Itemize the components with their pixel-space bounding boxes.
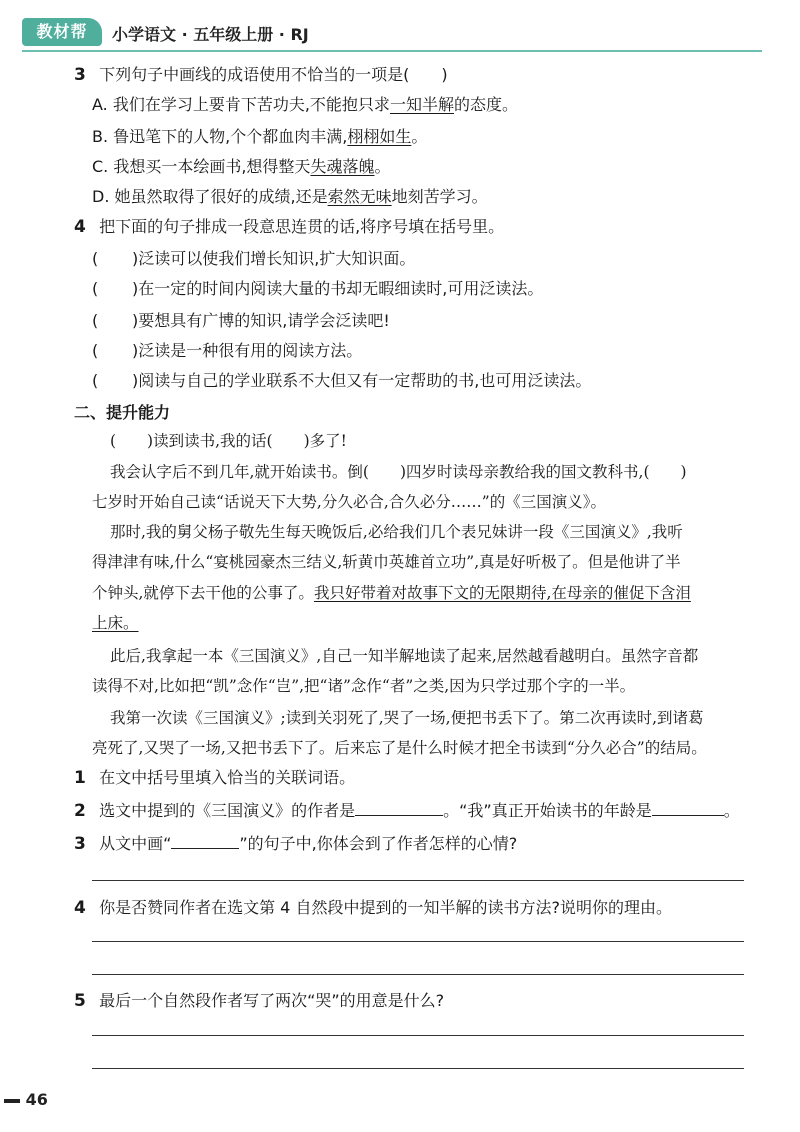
- question-number: 2: [74, 801, 86, 821]
- question-3: [74, 832, 517, 855]
- question-4: [74, 897, 672, 919]
- question-text: ”的句子中,你体会到了作者怎样的心情?: [239, 834, 518, 853]
- ordering-item[interactable]: [92, 370, 591, 392]
- question-4-ordering: [74, 216, 504, 238]
- answer-line[interactable]: [92, 1035, 744, 1036]
- sentence-text: 要想具有广博的知识,请学会泛读吧!: [138, 311, 390, 330]
- question-text: 你是否赞同作者在选文第 4 自然段中提到的一知半解的读书方法?说明你的理由。: [99, 898, 672, 917]
- answer-paren-open[interactable]: (: [92, 279, 99, 298]
- answer-paren-close: ): [132, 249, 139, 268]
- underlined-sentence: 上床。: [92, 614, 139, 632]
- passage-line: 得津津有味,什么“宴桃园豪杰三结义,斩黄巾英雄首立功”,真是好听极了。但是他讲了半: [92, 553, 681, 571]
- option-text: A. 我们在学习上要肯下苦功夫,不能抱只求: [92, 95, 390, 114]
- question-text: 。“我”真正开始读书的年龄是: [443, 801, 652, 820]
- sentence-text: 泛读可以使我们增长知识,扩大知识面。: [138, 249, 416, 268]
- answer-paren-open[interactable]: (: [92, 249, 99, 268]
- answer-paren-open[interactable]: (: [92, 371, 99, 390]
- passage-line: [92, 582, 691, 604]
- passage-line: 我第一次读《三国演义》;读到关羽死了,哭了一场,便把书丢下了。第二次再读时,到诸葛: [110, 709, 704, 727]
- page-number: 46: [25, 1090, 48, 1109]
- sentence-text: 在一定的时间内阅读大量的书却无暇细读时,可用泛读法。: [138, 279, 544, 298]
- question-text: 。: [723, 801, 740, 820]
- brand-badge: 教材帮: [22, 18, 102, 46]
- question-number: 3: [74, 834, 86, 854]
- passage-line: [92, 612, 139, 634]
- question-number: 5: [74, 991, 86, 1011]
- question-text: 选文中提到的《三国演义》的作者是: [99, 801, 356, 820]
- option-c[interactable]: [92, 156, 390, 178]
- question-1: [74, 767, 355, 789]
- passage-line: 我会认字后不到几年,就开始读书。倒( )四岁时读母亲教给我的国文教科书,( ): [110, 463, 687, 481]
- sentence-text: 泛读是一种很有用的阅读方法。: [138, 341, 363, 360]
- page-footer: [4, 1090, 48, 1109]
- section-title: 二、提升能力: [74, 403, 171, 422]
- option-text: D. 她虽然取得了很好的成绩,还是: [92, 187, 328, 206]
- answer-line[interactable]: [92, 974, 744, 975]
- option-text: 。: [374, 157, 391, 176]
- underlined-sentence: 我只好带着对故事下文的无限期待,在母亲的催促下含泪: [313, 584, 691, 602]
- answer-paren-open[interactable]: (: [92, 311, 99, 330]
- question-number: 4: [74, 217, 86, 237]
- passage-title: ( )读到读书,我的话( )多了!: [110, 432, 347, 450]
- passage-line: 亮死了,又哭了一场,又把书丢下了。后来忘了是什么时候才把全书读到“分久必合”的结局。: [92, 739, 707, 757]
- option-text: 地刻苦学习。: [391, 187, 488, 206]
- answer-blank[interactable]: [355, 799, 443, 816]
- question-text: 在文中括号里填入恰当的关联词语。: [99, 768, 356, 787]
- question-stem: 下列句子中画线的成语使用不恰当的一项是( ): [99, 65, 448, 84]
- option-d[interactable]: [92, 186, 488, 208]
- answer-paren-close: ): [132, 371, 139, 390]
- passage-text: 个钟头,就停下去干他的公事了。: [92, 584, 314, 602]
- ordering-item[interactable]: [92, 340, 362, 362]
- question-3-idiom: [74, 64, 448, 86]
- option-text: 的态度。: [453, 95, 518, 114]
- header-divider: [22, 50, 762, 52]
- question-number: 1: [74, 768, 86, 788]
- option-b[interactable]: [92, 126, 427, 148]
- answer-line[interactable]: [92, 880, 744, 881]
- sentence-text: 阅读与自己的学业联系不大但又有一定帮助的书,也可用泛读法。: [138, 371, 592, 390]
- option-text: B. 鲁迅笔下的人物,个个都血肉丰满,: [92, 127, 348, 146]
- answer-blank[interactable]: [171, 832, 239, 849]
- passage-line: 那时,我的舅父杨子敬先生每天晚饭后,必给我们几个表兄妹讲一段《三国演义》,我听: [110, 523, 683, 541]
- passage-line: 七岁时开始自己读“话说天下大势,分久必合,合久必分……”的《三国演义》。: [92, 493, 606, 511]
- option-text: C. 我想买一本绘画书,想得整天: [92, 157, 311, 176]
- book-title: 小学语文 · 五年级上册 · RJ: [112, 25, 309, 44]
- question-text: 最后一个自然段作者写了两次“哭”的用意是什么?: [99, 991, 445, 1010]
- ordering-item[interactable]: [92, 278, 543, 300]
- underlined-idiom: 一知半解: [389, 95, 454, 114]
- passage-line: 此后,我拿起一本《三国演义》,自己一知半解地读了起来,居然越看越明白。虽然字音都: [110, 647, 699, 665]
- passage-line: 读得不对,比如把“凯”念作“岂”,把“诸”念作“者”之类,因为只学过那个字的一半。: [92, 677, 636, 695]
- ordering-item[interactable]: [92, 310, 390, 332]
- underlined-idiom: 栩栩如生: [347, 127, 412, 146]
- question-number: 3: [74, 65, 86, 85]
- footer-dash: [4, 1099, 20, 1103]
- ordering-item[interactable]: [92, 248, 415, 270]
- answer-blank[interactable]: [652, 799, 724, 816]
- question-text: 从文中画“: [99, 834, 172, 853]
- option-text: 。: [411, 127, 428, 146]
- question-number: 4: [74, 898, 86, 918]
- question-stem: 把下面的句子排成一段意思连贯的话,将序号填在括号里。: [99, 217, 505, 236]
- answer-line[interactable]: [92, 941, 744, 942]
- question-5: [74, 990, 444, 1012]
- answer-paren-close: ): [132, 279, 139, 298]
- answer-paren-close: ): [132, 341, 139, 360]
- answer-paren-open[interactable]: (: [92, 341, 99, 360]
- option-a[interactable]: [92, 94, 518, 116]
- underlined-idiom: 失魂落魄: [310, 157, 375, 176]
- answer-paren-close: ): [132, 311, 139, 330]
- answer-line[interactable]: [92, 1068, 744, 1069]
- question-2: [74, 799, 740, 822]
- underlined-idiom: 索然无味: [327, 187, 392, 206]
